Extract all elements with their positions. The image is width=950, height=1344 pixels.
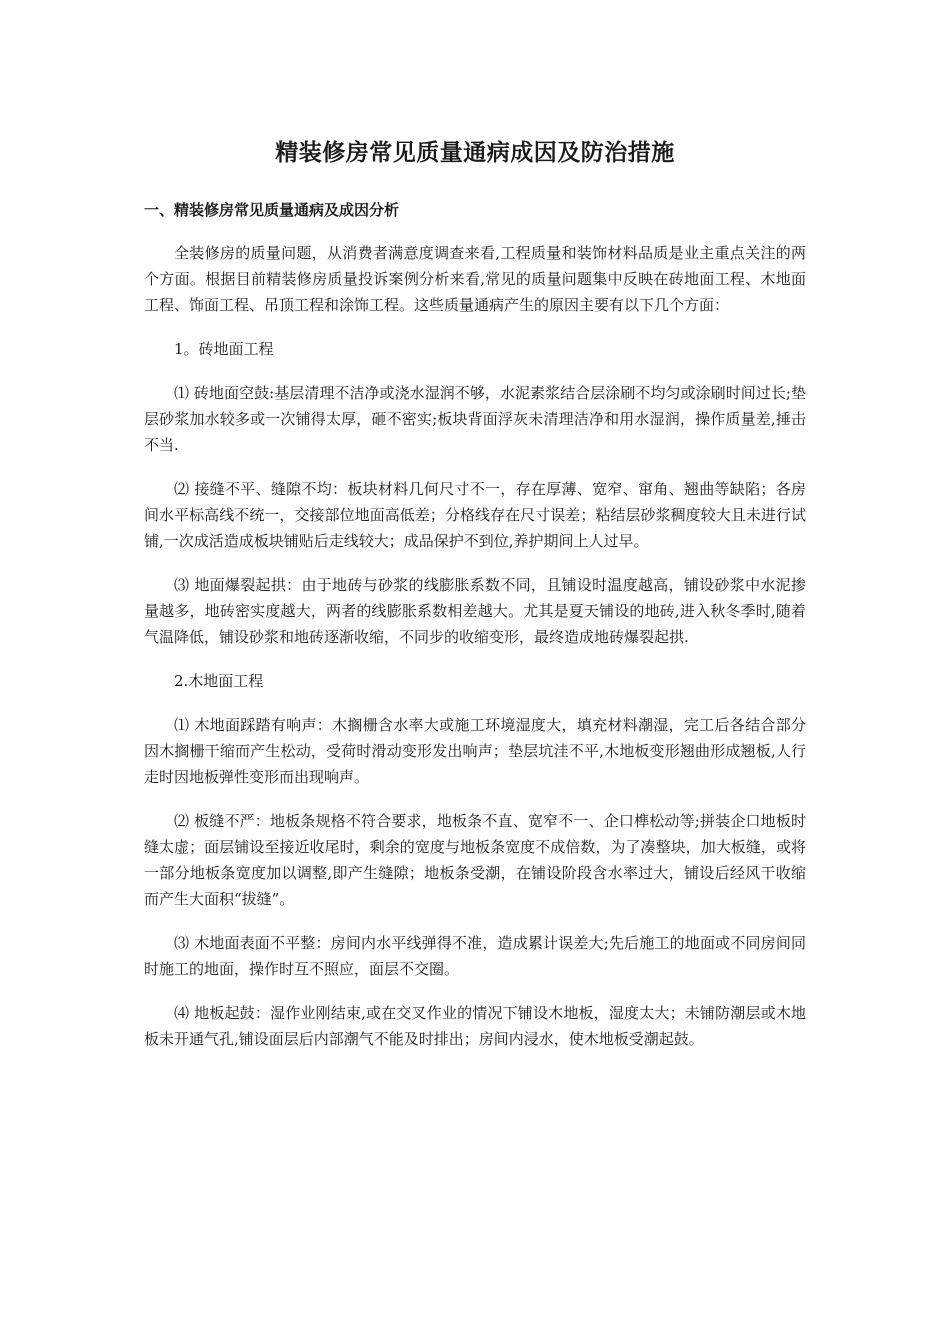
list-item: ⑶ 地面爆裂起拱：由于地砖与砂浆的线膨胀系数不同，且铺设时温度越高，铺设砂浆中水泥掺量越多，地砖密实度越大，两者的线膨胀系数相差越大。尤其是夏天铺设的地砖,进入秋冬季时,随着气温降低，铺设砂浆和地砖逐渐收缩，不同步的收缩变形，最终造成地砖爆裂起拱.	[144, 576, 806, 646]
subsection-heading-wood-floor: 2.木地面工程	[174, 672, 264, 690]
section-heading: 一、精装修房常见质量通病及成因分析	[144, 201, 400, 219]
list-item: ⑵ 板缝不严：地板条规格不符合要求，地板条不直、宽窄不一、企口榫松动等;拼装企口地板时缝太虚；面层铺设至接近收尾时，剩余的宽度与地板条宽度不成倍数，为了凑整块，加大板缝，或将一部分地板条宽度加以调整,即产生缝隙；地板条受潮，在铺设阶段含水率过大，铺设后经风干收缩而产生大面积“拔缝”。	[144, 812, 806, 908]
list-item: ⑴ 木地面踩踏有响声：木搁栅含水率大或施工环境湿度大，填充材料潮湿，完工后各结合部分因木搁栅干缩而产生松动，受荷时滑动变形发出响声；垫层坑洼不平,木地板变形翘曲形成翘板,人行走时因地板弹性变形而出现响声。	[144, 716, 806, 786]
list-item: ⑴ 砖地面空鼓:基层清理不洁净或浇水湿润不够，水泥素浆结合层涂刷不均匀或涂刷时间过长;垫层砂浆加水较多或一次铺得太厚，砸不密实;板块背面浮灰未清理洁净和用水湿润，操作质量差,捶击不当.	[144, 384, 806, 454]
list-item: ⑶ 木地面表面不平整：房间内水平线弹得不准，造成累计误差大;先后施工的地面或不同房间同时施工的地面，操作时互不照应，面层不交圈。	[144, 934, 806, 978]
list-item: ⑵ 接缝不平、缝隙不均：板块材料几何尺寸不一，存在厚薄、宽窄、窜角、翘曲等缺陷；各房间水平标高线不统一，交接部位地面高低差；分格线存在尺寸误差；粘结层砂浆稠度较大且未进行试铺,一次成活造成板块铺贴后走线较大；成品保护不到位,养护期间上人过早。	[144, 480, 806, 550]
list-item: ⑷ 地板起鼓：湿作业刚结束,或在交叉作业的情况下铺设木地板，湿度太大；未铺防潮层或木地板未开通气孔,铺设面层后内部潮气不能及时排出；房间内浸水，使木地板受潮起鼓。	[144, 1004, 806, 1048]
document-title: 精装修房常见质量通病成因及防治措施	[275, 139, 675, 166]
subsection-heading-tile-floor: 1。砖地面工程	[174, 340, 274, 358]
document-page	[144, 120, 806, 1052]
intro-paragraph: 全装修房的质量问题，从消费者满意度调查来看,工程质量和装饰材料品质是业主重点关注的两个方面。根据目前精装修房质量投诉案例分析来看,常见的质量问题集中反映在砖地面工程、木地面工程、饰面工程、吊顶工程和涂饰工程。这些质量通病产生的原因主要有以下几个方面：	[144, 244, 806, 314]
